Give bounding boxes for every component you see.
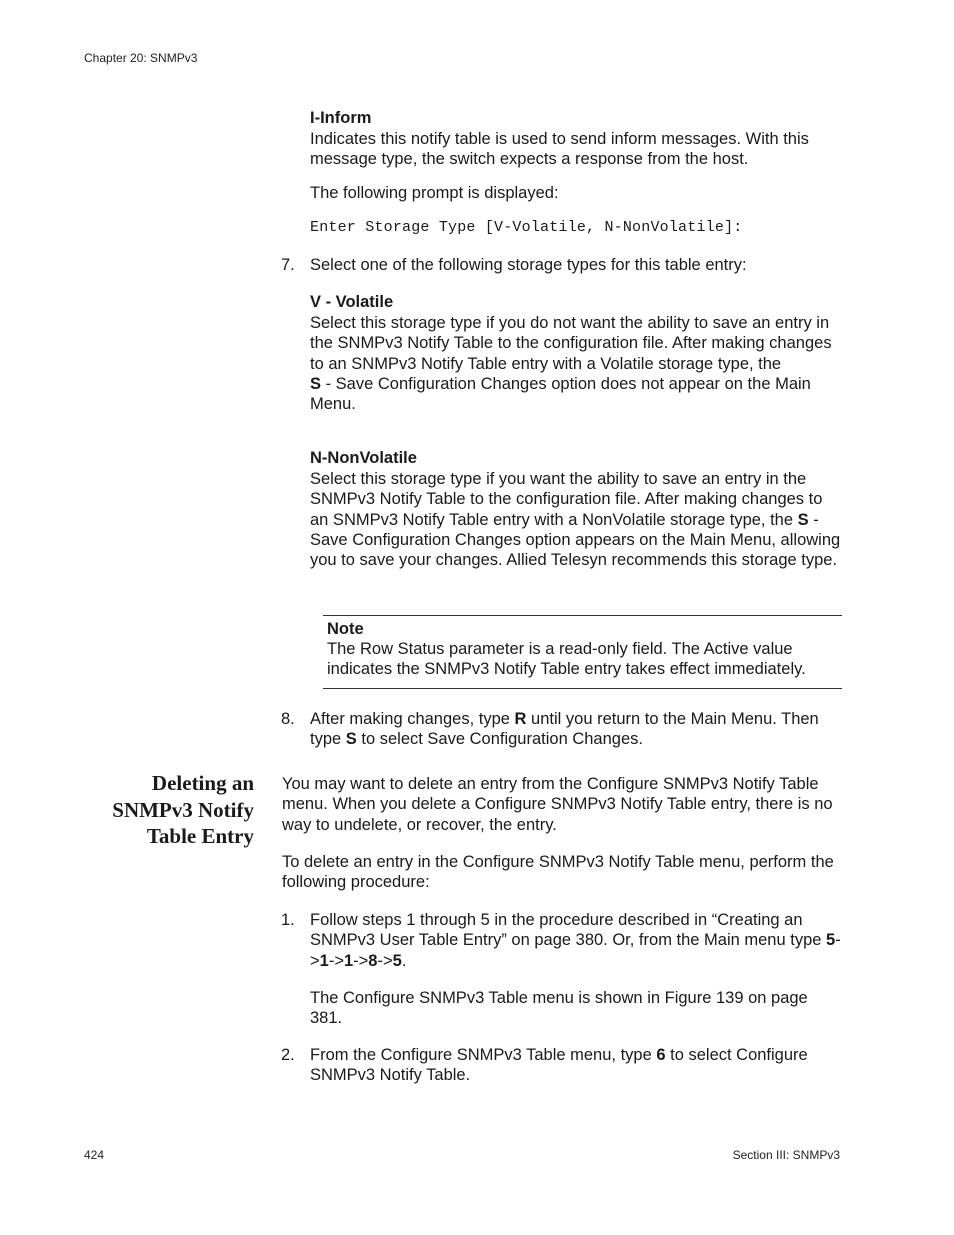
term-nonvolatile-desc — [310, 469, 842, 570]
nonvolatile-desc-b: - Save Configuration Changes option appears on the Main Menu, allowing you to save your changes. Allied Telesyn recommends this storage type. — [310, 510, 841, 570]
proc-step-2-key: 6 — [656, 1046, 666, 1064]
term-i-inform: I-Inform — [310, 109, 372, 127]
proc-step-2-number: 2. — [281, 1046, 295, 1064]
menu-arrow-4: -> — [377, 951, 393, 970]
prompt-code: Enter Storage Type [V-Volatile, N-NonVolatile]: — [310, 219, 743, 236]
section-heading-line-2: SNMPv3 Notify — [112, 797, 254, 822]
note-top-rule — [323, 615, 842, 616]
proc-step-1-body: Follow steps 1 through 5 in the procedure described in “Creating an SNMPv3 User Table Entry” on page 380. Or, from the Main menu type — [310, 911, 827, 950]
term-i-inform-desc: Indicates this notify table is used to send inform messages. With this message type, the switch expects a response from the host. — [310, 130, 809, 169]
menu-arrow-1: -> — [310, 931, 841, 970]
step-8-a: After making changes, type — [310, 710, 515, 728]
menu-arrow-3: -> — [353, 951, 369, 970]
menu-key-3: 1 — [343, 951, 354, 970]
procedure-intro: To delete an entry in the Configure SNMPv3 Notify Table menu, perform the following procedure: — [282, 853, 834, 892]
section-intro: You may want to delete an entry from the Configure SNMPv3 Notify Table menu. When you delete a Configure SNMPv3 Notify Table entry, there is no way to undelete, or recover, the entry. — [282, 775, 833, 834]
proc-step-1-end: . — [401, 951, 407, 970]
nonvolatile-key: S — [797, 510, 809, 529]
prompt-intro: The following prompt is displayed: — [310, 184, 559, 202]
menu-key-4: 8 — [368, 951, 378, 970]
term-volatile: V - Volatile — [310, 293, 394, 311]
step-8-text — [310, 709, 842, 750]
step-8-number: 8. — [281, 710, 295, 728]
step-8-key-s: S — [345, 730, 357, 749]
volatile-desc: Select this storage type if you do not want the ability to save an entry in the SNMPv3 Notify Table to the configuration file. After making changes to an SNMPv3 Notify Table entry with a Volatile storage type, the — [310, 314, 832, 373]
note-text: The Row Status parameter is a read-only field. The Active value indicates the SNMPv3 Notify Table entry takes effect immediately. — [327, 640, 806, 679]
proc-step-1-number: 1. — [281, 911, 295, 929]
step-7-number: 7. — [281, 256, 295, 274]
proc-step-2-a: From the Configure SNMPv3 Table menu, type — [310, 1046, 657, 1064]
section-heading — [60, 770, 254, 850]
term-volatile-desc — [310, 313, 842, 414]
step-8-key-r: R — [514, 710, 527, 728]
nonvolatile-desc-a: Select this storage type if you want the ability to save an entry in the SNMPv3 Notify Table to the configuration file. After making changes to an SNMPv3 Notify Table entry with a NonVolatile storage type, the — [310, 470, 823, 529]
running-footer-section: Section III: SNMPv3 — [732, 1148, 840, 1162]
running-header: Chapter 20: SNMPv3 — [84, 51, 198, 65]
step-8-b: until you return to the Main Menu. Then type — [310, 710, 819, 749]
volatile-key: S — [310, 374, 322, 393]
section-heading-line-3: Table Entry — [146, 824, 254, 848]
note-title: Note — [327, 620, 364, 638]
volatile-desc-tail: - Save Configuration Changes option does not appear on the Main Menu. — [310, 374, 811, 414]
proc-step-1-text — [310, 910, 842, 971]
menu-arrow-2: -> — [328, 951, 344, 970]
proc-step-2-text — [310, 1045, 842, 1086]
step-8-c: to select Save Configuration Changes. — [356, 730, 643, 749]
term-nonvolatile: N-NonVolatile — [310, 449, 417, 467]
proc-step-2-b: to select Configure SNMPv3 Notify Table. — [310, 1046, 808, 1085]
step-7-text: Select one of the following storage types for this table entry: — [310, 256, 747, 274]
proc-step-1-followup: The Configure SNMPv3 Table menu is shown in Figure 139 on page 381. — [310, 989, 808, 1028]
menu-key-1: 5 — [826, 931, 836, 950]
page-number: 424 — [84, 1148, 105, 1162]
menu-key-2: 1 — [319, 951, 329, 970]
menu-key-5: 5 — [392, 951, 402, 970]
section-heading-line-1: Deleting an — [151, 771, 254, 795]
note-bottom-rule — [323, 688, 842, 689]
